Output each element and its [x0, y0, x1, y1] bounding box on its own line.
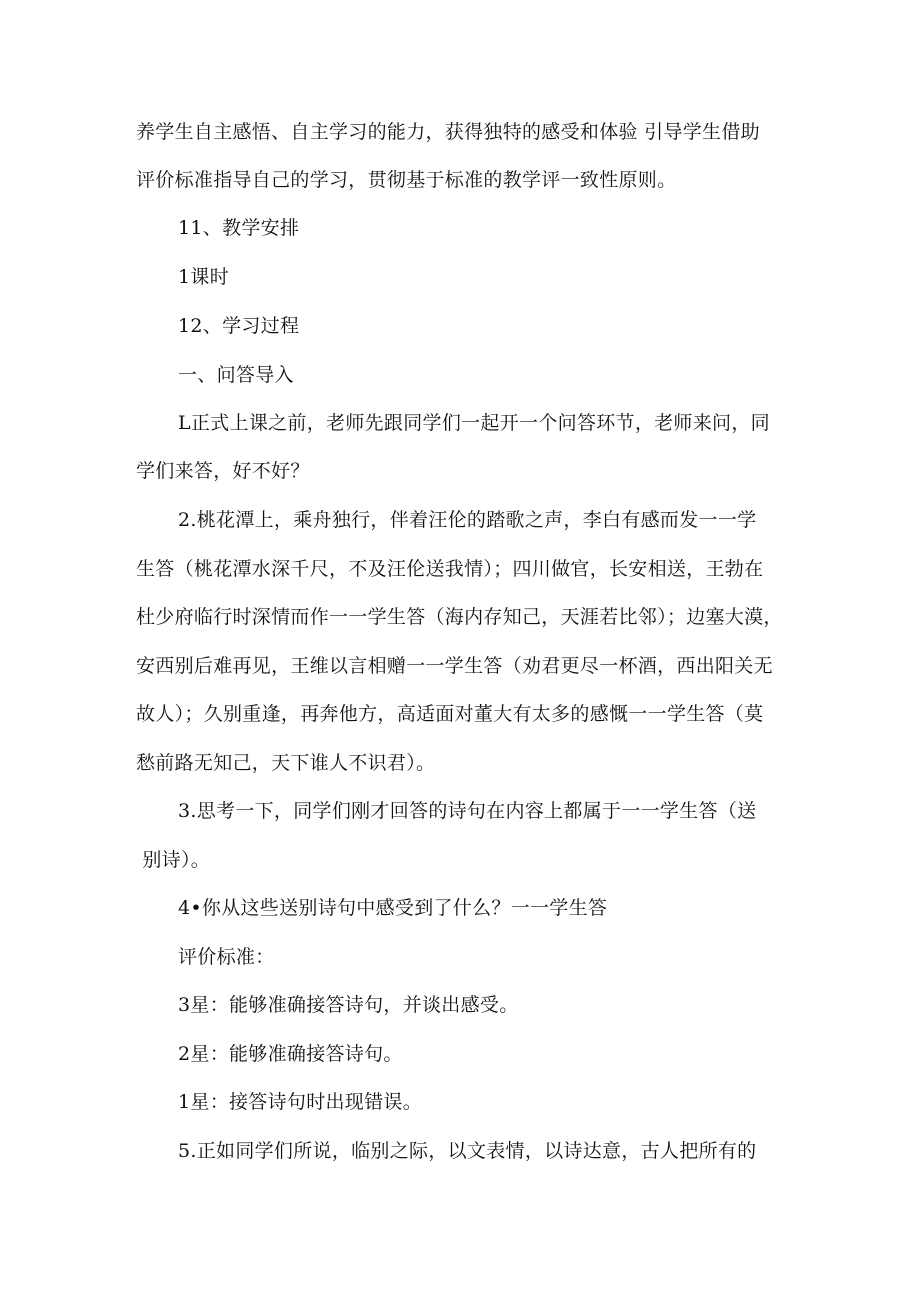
body-text-line: 生答（桃花潭水深千尺，不及汪伦送我情）；四川做官，长安相送，王勃在 — [136, 558, 764, 580]
section-heading: 11、教学安排 — [178, 217, 300, 239]
body-text-line: 3.思考一下，同学们刚才回答的诗句在内容上都属于一一学生答（送 — [178, 800, 757, 822]
section-heading: 12、学习过程 — [178, 315, 300, 337]
body-text-line: 学们来答，好不好？ — [136, 460, 310, 482]
rubric-item: 1星：接答诗句时出现错误。 — [178, 1091, 422, 1113]
body-text-line: 养学生自主感悟、自主学习的能力，获得独特的感受和体验 引导学生借助 — [136, 121, 760, 143]
body-text-line: 5.正如同学们所说，临别之际，以文表情，以诗达意，古人把所有的 — [178, 1140, 757, 1162]
body-text-line: 故人）；久别重逢，再奔他方，高适面对董大有太多的感慨一一学生答（莫 — [136, 703, 764, 725]
subsection-heading: 一、问答导入 — [178, 364, 294, 386]
body-text-line: 安西别后难再见，王维以言相赠一一学生答（劝君更尽一杯酒，西出阳关无 — [136, 655, 773, 677]
rubric-item: 3星：能够准确接答诗句，并谈出感受。 — [178, 994, 519, 1016]
body-text-line: 2.桃花潭上，乘舟独行，伴着汪伦的踏歌之声，李白有感而发一一学 — [178, 509, 757, 531]
body-text-line: 评价标准指导自己的学习，贯彻基于标准的教学评一致性原则。 — [136, 169, 677, 191]
body-text-line: 4•你从这些送别诗句中感受到了什么？一一学生答 — [178, 897, 608, 919]
body-text-line: 1课时 — [178, 266, 229, 288]
rubric-item: 2星：能够准确接答诗句。 — [178, 1043, 403, 1065]
body-text-line: 愁前路无知己，天下谁人不识君）。 — [136, 752, 436, 774]
body-text-line: 杜少府临行时深情而作一一学生答（海内存知己，天涯若比邻）；边塞大漠， — [136, 606, 783, 628]
body-text-line: L正式上课之前，老师先跟同学们一起开一个问答环节，老师来问，同 — [178, 412, 770, 434]
rubric-heading: 评价标准： — [178, 946, 275, 968]
body-text-line: 别诗）。 — [136, 849, 211, 871]
